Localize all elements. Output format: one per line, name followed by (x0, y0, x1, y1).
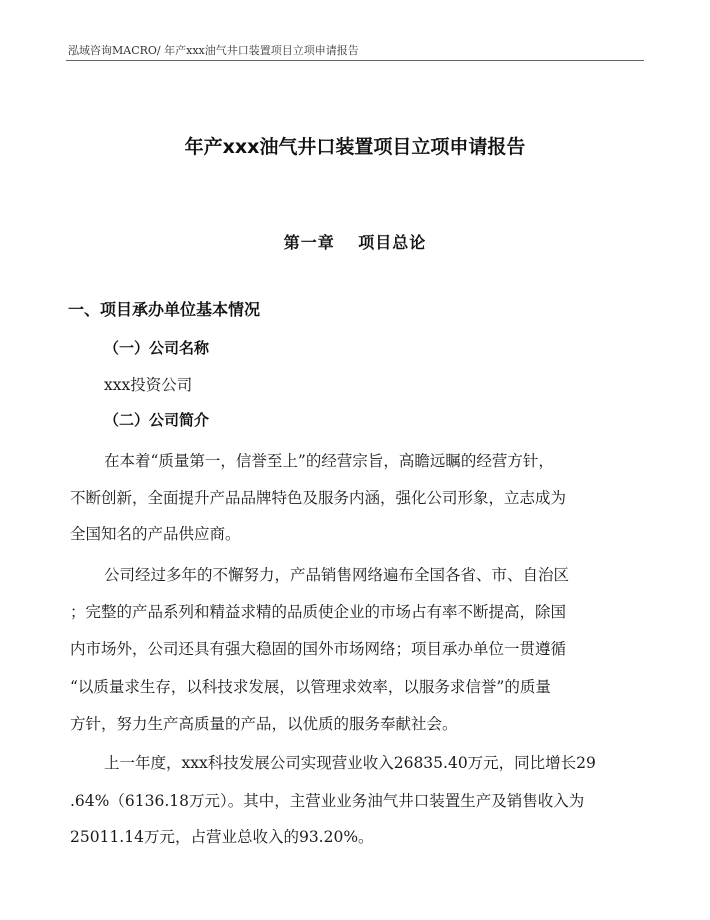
chapter-title: 第一章 项目总论 (283, 233, 427, 252)
paragraph-line: ；完整的产品系列和精益求精的品质使企业的市场占有率不断提高，除国 (70, 603, 567, 621)
paragraph-line: 不断创新，全面提升产品品牌特色及服务内涵，强化公司形象，立志成为 (70, 489, 567, 507)
subheading-company-profile: （二）公司简介 (104, 411, 210, 429)
paragraph-line: 上一年度，xxx科技发展公司实现营业收入26835.40万元，同比增长29 (104, 754, 596, 772)
paragraph-line: “以质量求生存，以科技求发展，以管理求效率，以服务求信誉”的质量 (70, 678, 551, 696)
subheading-company-name: （一）公司名称 (104, 339, 210, 357)
paragraph-line: 方针，努力生产高质量的产品，以优质的服务奉献社会。 (70, 715, 458, 733)
section-heading-company-info: 一、项目承办单位基本情况 (68, 300, 261, 319)
paragraph-line: 25011.14万元，占营业总收入的93.20%。 (70, 828, 374, 846)
paragraph-line: 全国知名的产品供应商。 (70, 525, 241, 543)
paragraph-line: .64%（6136.18万元）。其中，主营业业务油气井口装置生产及销售收入为 (70, 792, 585, 810)
paragraph-line: 公司经过多年的不懈努力，产品销售网络遍布全国各省、市、自治区 (104, 566, 570, 584)
header-divider (66, 60, 644, 61)
company-name-value: xxx投资公司 (104, 376, 193, 394)
document-title: 年产xxx油气井口装置项目立项申请报告 (184, 136, 526, 158)
paragraph-line: 在本着“质量第一，信誉至上”的经营宗旨，高瞻远瞩的经营方针， (104, 452, 554, 470)
running-header: 泓域咨询MACRO/ 年产xxx油气井口装置项目立项申请报告 (68, 44, 359, 57)
paragraph-line: 内市场外，公司还具有强大稳固的国外市场网络；项目承办单位一贯遵循 (70, 640, 567, 658)
